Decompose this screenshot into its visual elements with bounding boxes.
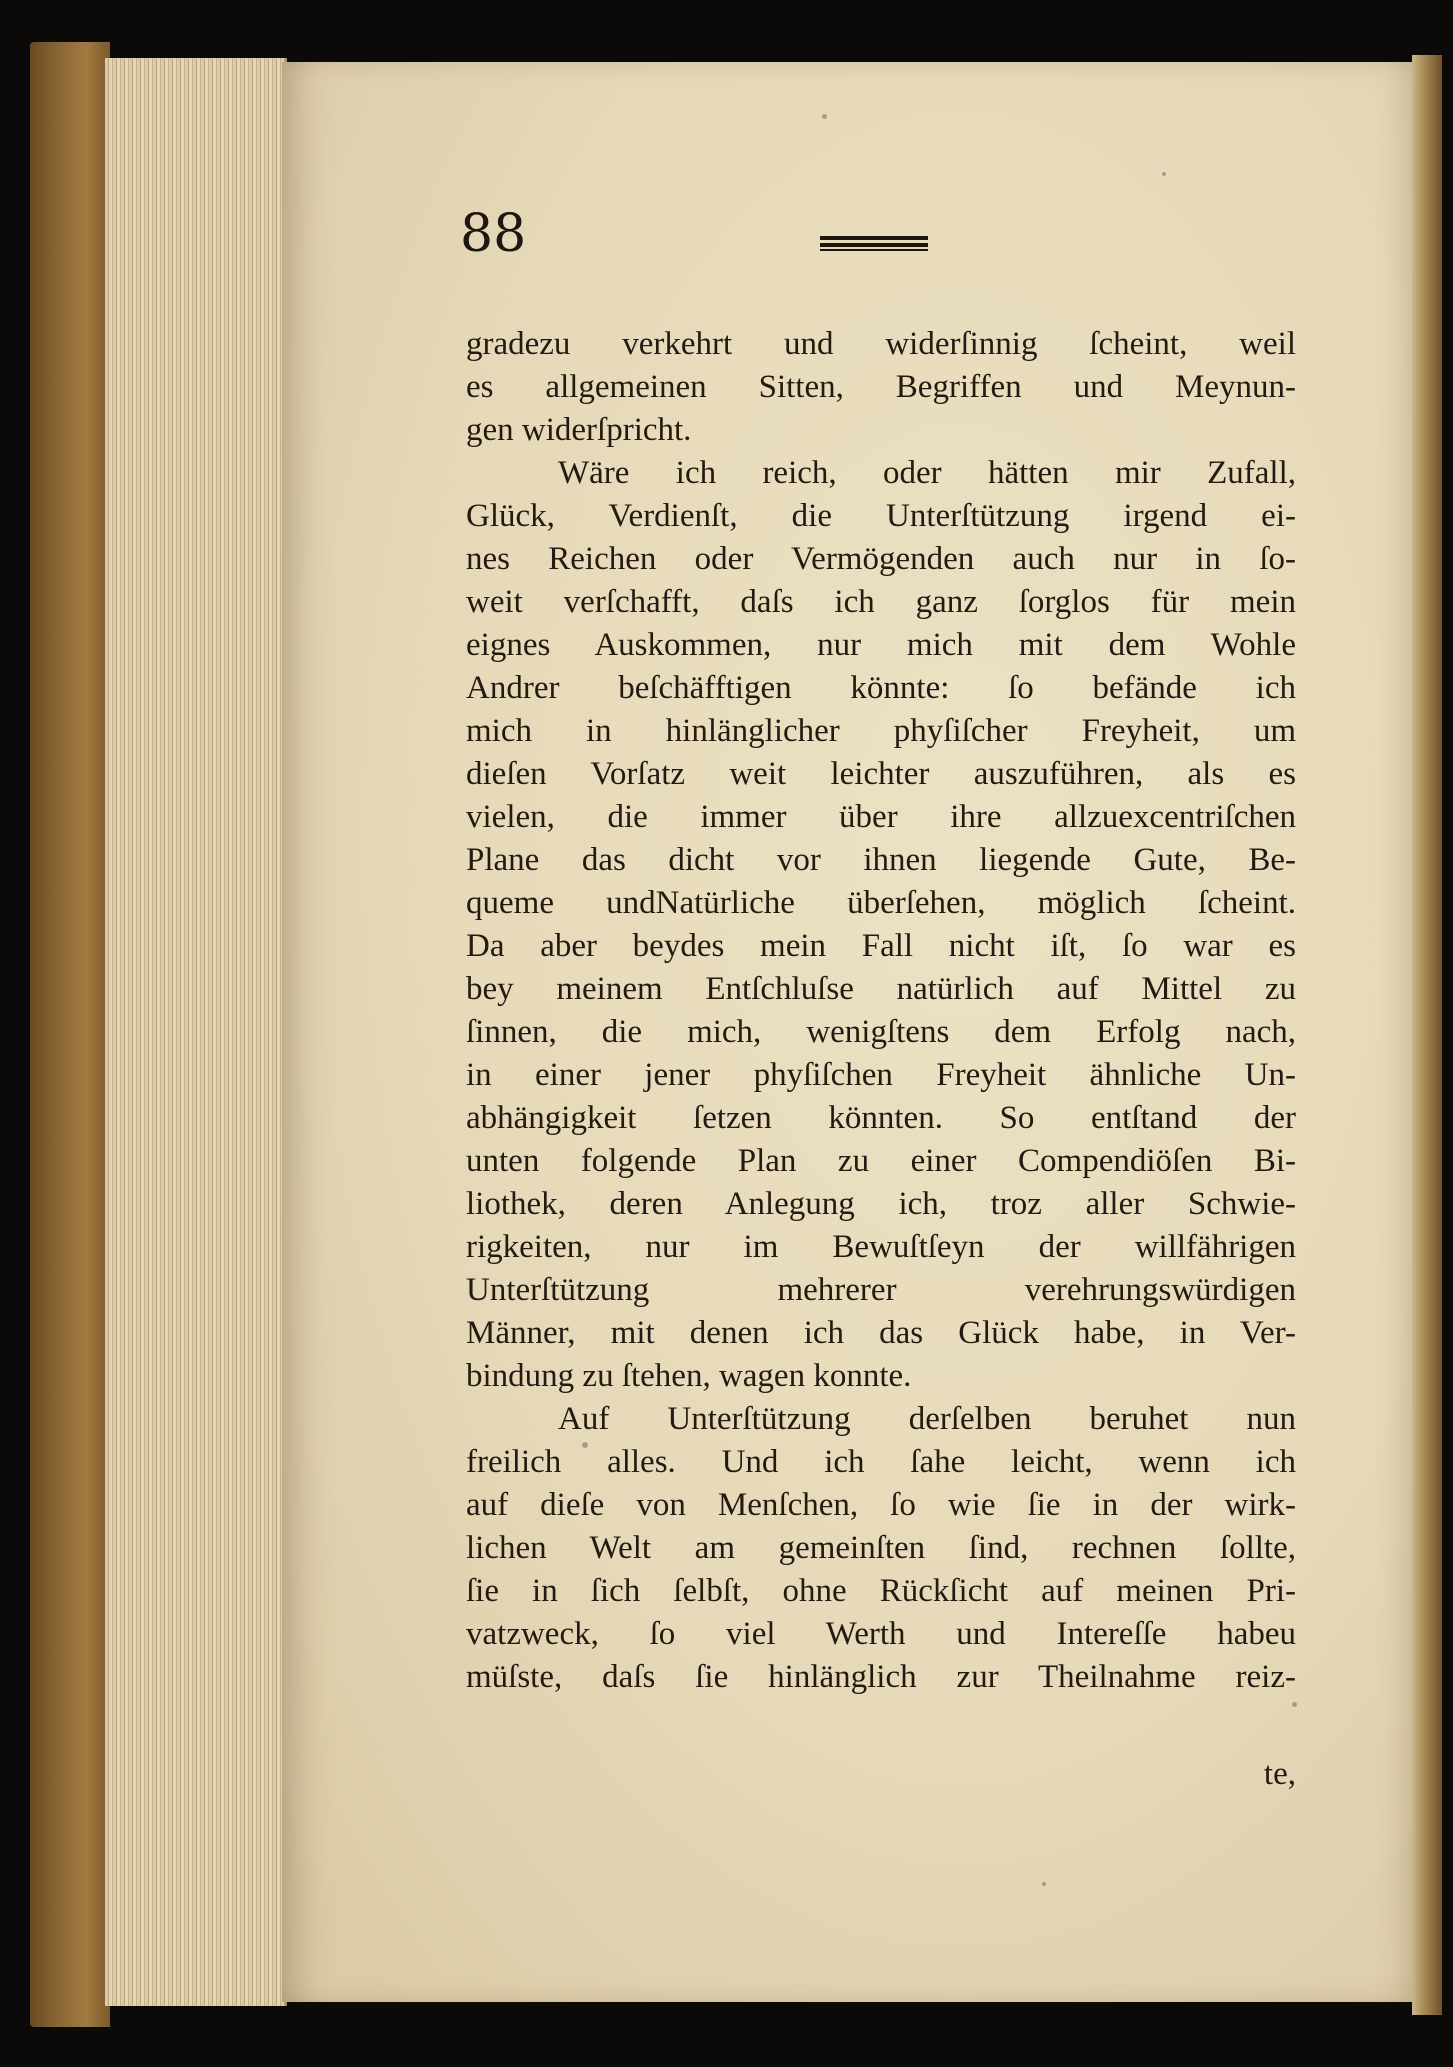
text-line: queme undNatürliche überſehen, möglich ſcheint. xyxy=(466,885,1296,921)
text-line: Unterſtützung mehrerer verehrungswürdigen xyxy=(466,1272,1296,1308)
paper-speck xyxy=(1042,1882,1046,1886)
text-line: freilich alles. Und ich ſahe leicht, wenn ich xyxy=(466,1444,1296,1480)
text-line: in einer jener phyſiſchen Freyheit ähnliche Un- xyxy=(466,1057,1296,1093)
text-line: dieſen Vorſatz weit leichter auszuführen, als es xyxy=(466,756,1296,792)
text-line: Wäre ich reich, oder hätten mir Zufall, xyxy=(558,455,1296,491)
page-header xyxy=(460,204,1020,278)
text-line: liothek, deren Anlegung ich, troz aller Schwie- xyxy=(466,1186,1296,1222)
text-line: vatzweck, ſo viel Werth und Intereſſe habeu xyxy=(466,1616,1296,1652)
text-line: nes Reichen oder Vermögenden auch nur in ſo- xyxy=(466,541,1296,577)
text-line: bindung zu ſtehen, wagen konnte. xyxy=(466,1358,912,1394)
text-line: Auf Unterſtützung derſelben beruhet nun xyxy=(558,1401,1296,1437)
text-line: mich in hinlänglicher phyſiſcher Freyheit, um xyxy=(466,713,1296,749)
paper-speck xyxy=(1292,1702,1297,1707)
page-number: 88 xyxy=(460,204,527,264)
header-ornament-rule xyxy=(820,236,928,252)
paper-speck xyxy=(822,114,827,119)
text-line: Andrer beſchäfftigen könnte: ſo befände ich xyxy=(466,670,1296,706)
text-line: lichen Welt am gemeinſten ſind, rechnen ſollte, xyxy=(466,1530,1296,1566)
text-line: Plane das dicht vor ihnen liegende Gute, Be- xyxy=(466,842,1296,878)
text-line: es allgemeinen Sitten, Begriffen und Meynun- xyxy=(466,369,1296,405)
text-line: bey meinem Entſchluſse natürlich auf Mittel zu xyxy=(466,971,1296,1007)
book-cover-edge xyxy=(30,42,110,2027)
text-line: gradezu verkehrt und widerſinnig ſcheint, weil xyxy=(466,326,1296,362)
text-line: unten folgende Plan zu einer Compendiöſen Bi- xyxy=(466,1143,1296,1179)
text-line: Männer, mit denen ich das Glück habe, in Ver- xyxy=(466,1315,1296,1351)
text-line: ſie in ſich ſelbſt, ohne Rückſicht auf meinen Pri- xyxy=(466,1573,1296,1609)
text-line: müſste, daſs ſie hinlänglich zur Theilnahme reiz- xyxy=(466,1659,1296,1695)
text-line: Glück, Verdienſt, die Unterſtützung irgend ei- xyxy=(466,498,1296,534)
text-line: weit verſchafft, daſs ich ganz ſorglos für mein xyxy=(466,584,1296,620)
opposite-page-edge xyxy=(1412,55,1442,2015)
text-line: rigkeiten, nur im Bewuſtſeyn der willfährigen xyxy=(466,1229,1296,1265)
paper-speck xyxy=(1162,172,1166,176)
text-line: auf dieſe von Menſchen, ſo wie ſie in der wirk- xyxy=(466,1487,1296,1523)
text-line: eignes Auskommen, nur mich mit dem Wohle xyxy=(466,627,1296,663)
text-line: gen widerſpricht. xyxy=(466,412,692,448)
text-line: Da aber beydes mein Fall nicht iſt, ſo war es xyxy=(466,928,1296,964)
text-line: ſinnen, die mich, wenigſtens dem Erfolg nach, xyxy=(466,1014,1296,1050)
text-line: abhängigkeit ſetzen könnten. So entſtand der xyxy=(466,1100,1296,1136)
page-stack-edges xyxy=(105,58,287,2006)
catchword: te, xyxy=(1263,1756,1296,1792)
text-line: vielen, die immer über ihre allzuexcentriſchen xyxy=(466,799,1296,835)
